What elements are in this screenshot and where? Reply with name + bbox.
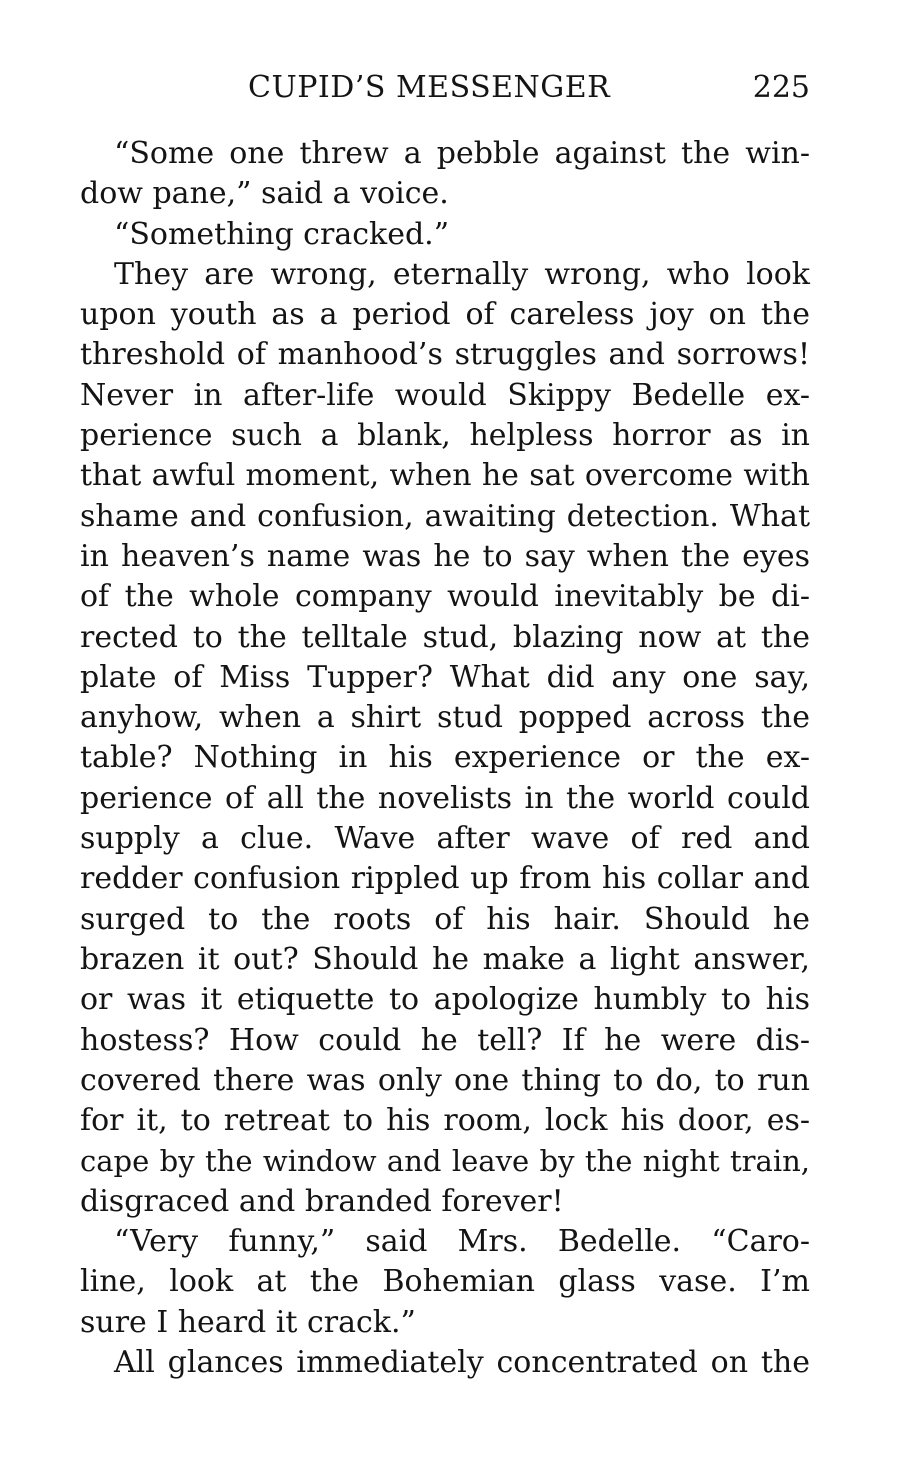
text-line: redder confusion rippled up from his collar and: [80, 861, 810, 897]
text-line: surged to the roots of his hair. Should he: [80, 901, 810, 937]
text-line: in heaven’s name was he to say when the eyes: [80, 538, 810, 574]
text-line: dow pane,” said a voice.: [80, 176, 449, 212]
text-line: that awful moment, when he sat overcome with: [80, 458, 810, 494]
text-line: of the whole company would inevitably be di-: [80, 579, 810, 615]
text-line: upon youth as a period of careless joy on the: [80, 297, 810, 333]
text-line: sure I heard it crack.”: [80, 1304, 416, 1340]
text-line: table? Nothing in his experience or the ex-: [80, 740, 810, 776]
page-header: [80, 70, 810, 110]
text-line: or was it etiquette to apologize humbly to his: [80, 982, 810, 1018]
text-line: line, look at the Bohemian glass vase. I’m: [80, 1264, 810, 1300]
text-line: shame and confusion, awaiting detection. What: [80, 498, 810, 534]
page-number: 225: [752, 70, 810, 105]
text-line: for it, to retreat to his room, lock his door, es-: [80, 1103, 810, 1139]
text-line: disgraced and branded forever!: [80, 1183, 564, 1219]
text-line: Never in after-life would Skippy Bedelle ex-: [80, 377, 810, 413]
text-line: They are wrong, eternally wrong, who look: [114, 256, 810, 292]
text-line: brazen it out? Should he make a light answer,: [80, 941, 810, 977]
text-line: rected to the telltale stud, blazing now at the: [80, 619, 810, 655]
text-line: anyhow, when a shirt stud popped across the: [80, 700, 810, 736]
body-text: [80, 134, 810, 1383]
text-line: perience such a blank, helpless horror as in: [80, 418, 810, 454]
text-line: supply a clue. Wave after wave of red and: [80, 821, 810, 857]
text-line: covered there was only one thing to do, to run: [80, 1062, 810, 1098]
text-line: “Very funny,” said Mrs. Bedelle. “Caro-: [114, 1224, 810, 1260]
text-line: “Something cracked.”: [114, 216, 450, 252]
text-line: perience of all the novelists in the world could: [80, 780, 810, 816]
text-line: plate of Miss Tupper? What did any one say,: [80, 659, 810, 695]
text-line: “Some one threw a pebble against the win-: [114, 136, 810, 171]
text-line: threshold of manhood’s struggles and sorrows!: [80, 337, 810, 373]
text-line: cape by the window and leave by the night train,: [80, 1144, 810, 1179]
text-line: All glances immediately concentrated on the: [114, 1344, 810, 1380]
running-title: CUPID’S MESSENGER: [248, 70, 611, 105]
text-line: hostess? How could he tell? If he were dis-: [80, 1022, 810, 1058]
